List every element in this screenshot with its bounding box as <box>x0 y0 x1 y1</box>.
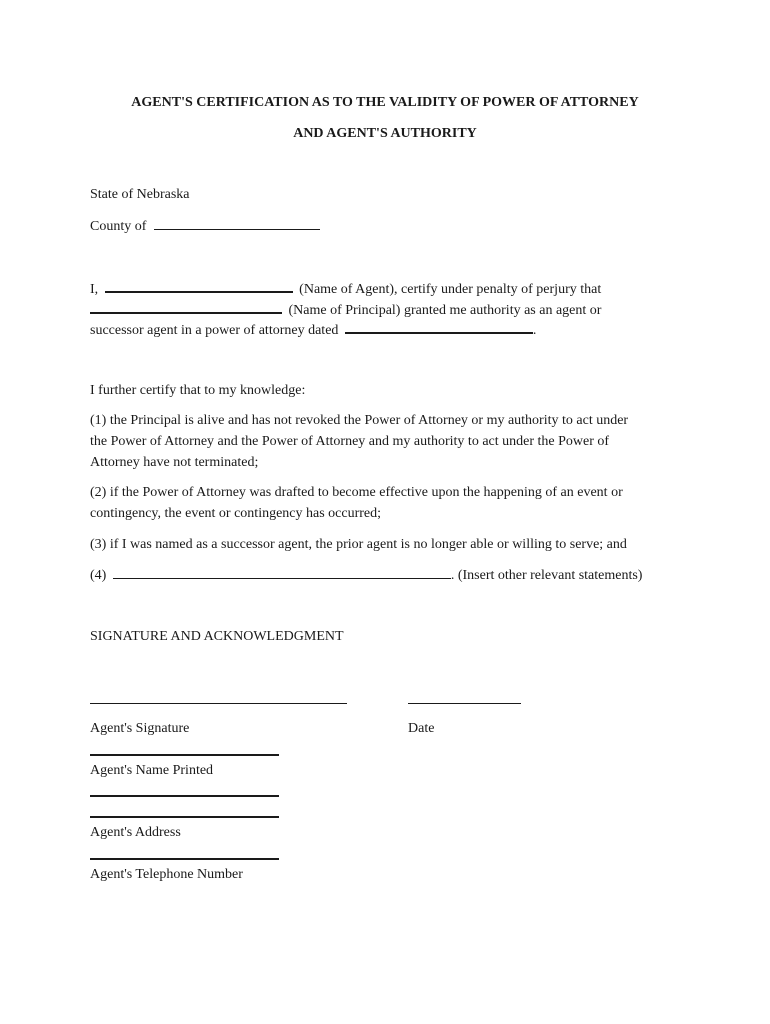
agent-signature-label: Agent's Signature <box>90 721 190 736</box>
item-1-line-3: Attorney have not terminated; <box>90 455 259 470</box>
further-certify-text: I further certify that to my knowledge: <box>90 383 306 398</box>
agent-name-blank[interactable] <box>105 279 293 293</box>
item-1-line-2: the Power of Attorney and the Power of Attorney and my authority to act under the Power of <box>90 434 610 449</box>
item-4-line <box>90 566 642 585</box>
signature-heading: SIGNATURE AND ACKNOWLEDGMENT <box>90 629 344 644</box>
poa-date-blank[interactable] <box>345 320 533 334</box>
certify-line-3 <box>90 320 536 340</box>
item-2-line-1: (2) if the Power of Attorney was drafted to become effective upon the happening of an event or <box>90 485 623 500</box>
name-printed-line[interactable] <box>90 754 279 756</box>
state-label: State of Nebraska <box>90 187 190 202</box>
item-4-prefix: (4) <box>90 568 107 583</box>
certify-prefix: I, <box>90 282 99 297</box>
telephone-line[interactable] <box>90 858 279 860</box>
certify-line-1-text: (Name of Agent), certify under penalty of perjury that <box>299 282 602 297</box>
principal-name-blank[interactable] <box>90 300 282 314</box>
address-label: Agent's Address <box>90 825 181 840</box>
name-printed-label: Agent's Name Printed <box>90 763 214 778</box>
other-statements-blank[interactable] <box>113 566 451 579</box>
certify-line-3-text: successor agent in a power of attorney dated <box>90 323 339 338</box>
address-line-2[interactable] <box>90 816 279 818</box>
date-label: Date <box>408 721 435 736</box>
item-4-suffix: . (Insert other relevant statements) <box>450 568 643 583</box>
certify-line-2 <box>90 300 601 320</box>
document-title-line-2: AND AGENT'S AUTHORITY <box>293 126 477 141</box>
item-3: (3) if I was named as a successor agent, the prior agent is no longer able or willing to serve; and <box>90 537 627 552</box>
address-line-1[interactable] <box>90 795 279 797</box>
certify-line-2-text: (Name of Principal) granted me authority as an agent or <box>288 303 602 318</box>
document-title-line-1: AGENT'S CERTIFICATION AS TO THE VALIDITY OF POWER OF ATTORNEY <box>131 95 639 110</box>
county-label: County of <box>90 219 147 234</box>
certify-line-3-end: . <box>532 323 537 338</box>
agent-signature-line[interactable] <box>90 703 347 704</box>
item-2-line-2: contingency, the event or contingency has occurred; <box>90 506 382 521</box>
telephone-label: Agent's Telephone Number <box>90 867 243 882</box>
item-1-line-1: (1) the Principal is alive and has not revoked the Power of Attorney or my authority to act under <box>90 413 629 428</box>
county-blank[interactable] <box>154 217 320 230</box>
date-line[interactable] <box>408 703 521 704</box>
certify-line-1 <box>90 279 601 299</box>
county-line <box>90 217 320 236</box>
